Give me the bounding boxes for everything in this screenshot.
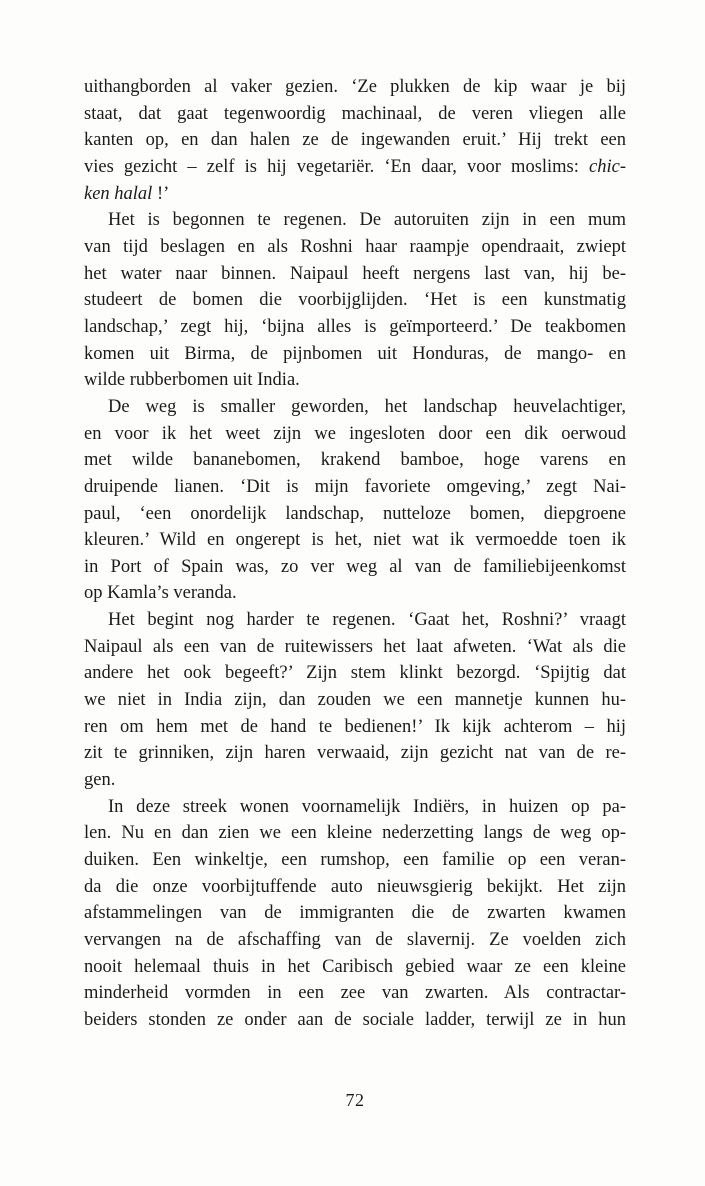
text-line <box>84 767 626 794</box>
text-line <box>84 580 626 607</box>
text-line <box>84 234 626 261</box>
text-segment: Het begint nog harder te regenen. ‘Gaat het, Roshni?’ vraagt <box>108 610 626 631</box>
text-segment: De weg is smaller geworden, het landschap heuvelachtiger, <box>108 396 626 417</box>
text-line <box>84 101 626 128</box>
text-segment: met wilde bananebomen, krakend bamboe, hoge varens en <box>84 450 626 471</box>
text-segment: kleuren.’ Wild en ongerept is het, niet wat ik vermoedde toen ik <box>84 530 626 551</box>
text-line <box>84 607 626 634</box>
text-segment: duiken. Een winkeltje, een rumshop, een familie op een veran- <box>84 850 626 871</box>
text-line <box>84 287 626 314</box>
text-segment: paul, ‘een onordelijk landschap, nutteloze bomen, diepgroene <box>84 503 626 524</box>
text-segment: komen uit Birma, de pijnbomen uit Honduras, de mango- en <box>84 343 626 364</box>
text-segment: Naipaul als een van de ruitewissers het laat afweten. ‘Wat als die <box>84 636 626 657</box>
text-segment: gen. <box>84 770 116 791</box>
page-text <box>84 74 626 1034</box>
text-segment: vervangen na de afschaffing van de slavernij. Ze voelden zich <box>84 930 626 950</box>
text-segment: len. Nu en dan zien we een kleine nederzetting langs de weg op- <box>84 823 626 844</box>
text-line <box>84 874 626 901</box>
text-segment: Het is begonnen te regenen. De autoruiten zijn in een mum <box>108 210 626 231</box>
text-segment: het water naar binnen. Naipaul heeft nergens last van, hij be- <box>84 263 626 284</box>
text-line <box>84 261 626 288</box>
text-segment: kanten op, en dan halen ze de ingewanden eruit.’ Hij trekt een <box>84 130 626 151</box>
text-line <box>84 1007 626 1034</box>
text-line <box>84 367 626 394</box>
text-line <box>84 501 626 528</box>
text-line <box>84 341 626 368</box>
text-line <box>84 634 626 661</box>
text-segment: ren om hem met de hand te bedienen!’ Ik kijk achterom – hij <box>84 716 626 737</box>
text-line <box>84 740 626 767</box>
text-segment: en voor ik het weet zijn we ingesloten door een dik oerwoud <box>84 423 626 444</box>
text-segment: wilde rubberbomen uit India. <box>84 370 300 391</box>
text-line <box>84 660 626 687</box>
text-line <box>84 554 626 581</box>
text-line <box>84 900 626 927</box>
text-segment: andere het ook begeeft?’ Zijn stem klinkt bezorgd. ‘Spijtig dat <box>84 663 626 684</box>
text-line <box>84 127 626 154</box>
italic-text-segment: chic- <box>589 156 626 177</box>
paragraph <box>84 607 626 794</box>
text-line <box>84 154 626 181</box>
text-line <box>84 447 626 474</box>
text-line <box>84 207 626 234</box>
text-segment: in Port of Spain was, zo ver weg al van de familiebijeenkomst <box>84 556 626 577</box>
text-segment: minderheid vormden in een zee van zwarten. Als contractar- <box>84 983 626 1004</box>
text-line <box>84 954 626 981</box>
text-segment: druipende lianen. ‘Dit is mijn favoriete omgeving,’ zegt Nai- <box>84 476 626 497</box>
text-segment: In deze streek wonen voornamelijk Indiërs, in huizen op pa- <box>108 796 626 817</box>
text-line <box>84 181 626 208</box>
text-line <box>84 847 626 874</box>
text-segment: zit te grinniken, zijn haren verwaaid, zijn gezicht nat van de re- <box>84 743 626 764</box>
text-segment: landschap,’ zegt hij, ‘bijna alles is geïmporteerd.’ De teakbomen <box>84 316 626 337</box>
text-line <box>84 794 626 821</box>
text-line <box>84 927 626 954</box>
text-segment: afstammelingen van de immigranten die de zwarten kwamen <box>84 903 626 924</box>
text-segment: uithangborden al vaker gezien. ‘Ze plukken de kip waar je bij <box>84 77 626 97</box>
text-line <box>84 714 626 741</box>
paragraph <box>84 207 626 394</box>
page-number: 72 <box>345 1090 365 1110</box>
paragraph <box>84 794 626 1034</box>
text-line <box>84 421 626 448</box>
text-segment: !’ <box>152 183 170 204</box>
text-segment: van tijd beslagen en als Roshni haar raampje opendraait, zwiept <box>84 236 626 257</box>
text-segment: nooit helemaal thuis in het Caribisch gebied waar ze een kleine <box>84 956 626 977</box>
paragraph <box>84 394 626 607</box>
text-segment: beiders stonden ze onder aan de sociale ladder, terwijl ze in hun <box>84 1009 626 1030</box>
text-segment: we niet in India zijn, dan zouden we een mannetje kunnen hu- <box>84 690 626 711</box>
italic-text-segment: ken halal <box>84 183 153 204</box>
text-segment: studeert de bomen die voorbijglijden. ‘Het is een kunstmatig <box>84 290 626 311</box>
paragraph <box>84 74 626 207</box>
text-line <box>84 474 626 501</box>
text-line <box>84 687 626 714</box>
text-segment: op Kamla’s veranda. <box>84 583 237 604</box>
text-segment: vies gezicht – zelf is hij vegetariër. ‘En daar, voor moslims: <box>84 156 590 177</box>
text-line <box>84 394 626 421</box>
text-line <box>84 820 626 847</box>
text-segment: staat, dat gaat tegenwoordig machinaal, de veren vliegen alle <box>84 103 626 124</box>
text-segment: da die onze voorbijtuffende auto nieuwsgierig bekijkt. Het zijn <box>84 876 626 897</box>
text-line <box>84 980 626 1007</box>
text-line <box>84 314 626 341</box>
text-line <box>84 74 626 101</box>
text-line <box>84 527 626 554</box>
